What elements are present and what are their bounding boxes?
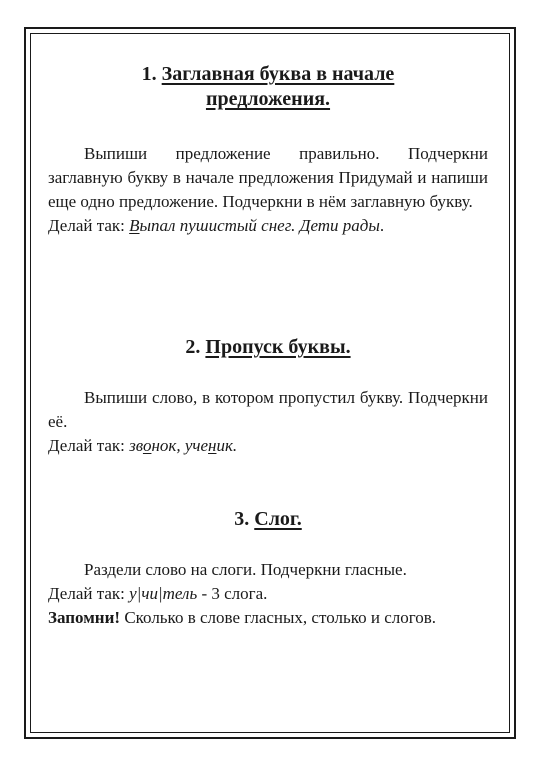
section-capital-letter xyxy=(48,62,488,238)
section1-title-line2: предложения. xyxy=(205,88,331,110)
section2-title: Пропуск буквы. xyxy=(205,336,351,358)
section3-remember xyxy=(48,606,488,630)
section3-number: 3. xyxy=(234,508,250,530)
section3-heading xyxy=(48,507,488,532)
section3-example-word: у|чи|тель xyxy=(129,584,198,603)
section1-heading xyxy=(48,62,488,112)
section1-example-text: Выпал пушистый снег. Дети рады xyxy=(129,216,380,235)
section2-example xyxy=(48,434,488,458)
section1-instructions: Выпиши предложение правильно. Подчеркни заглавную букву в начале предложения Придумай и напиши еще одно предложение. Подчеркни в нём заглавную букву. xyxy=(48,144,488,211)
section-missing-letter xyxy=(48,335,488,458)
section1-example: Делай так: Выпал пушистый снег. Дети рады. xyxy=(48,216,385,235)
section1-title-line1: Заглавная буква в начале xyxy=(161,63,395,85)
section3-example-prefix: Делай так: xyxy=(48,584,125,603)
section2-instructions: Выпиши слово, в котором пропустил букву. Подчеркни её. xyxy=(48,388,488,431)
section3-example-suffix: - 3 слога. xyxy=(201,584,268,603)
remember-text: Сколько в слове гласных, столько и слогов. xyxy=(124,608,437,627)
section2-number: 2. xyxy=(185,336,201,358)
section1-example-prefix: Делай так: xyxy=(48,216,125,235)
section2-example-prefix: Делай так: xyxy=(48,436,125,455)
section3-example xyxy=(48,582,488,606)
section2-example-text: звонок, ученик. xyxy=(129,436,238,455)
section-syllable xyxy=(48,507,488,630)
section3-instructions: Раздели слово на слоги. Подчеркни гласные. xyxy=(84,560,407,579)
section2-heading xyxy=(48,335,488,360)
section3-title: Слог. xyxy=(254,508,302,530)
section1-number: 1. xyxy=(141,63,157,85)
remember-label: Запомни! xyxy=(48,608,121,627)
